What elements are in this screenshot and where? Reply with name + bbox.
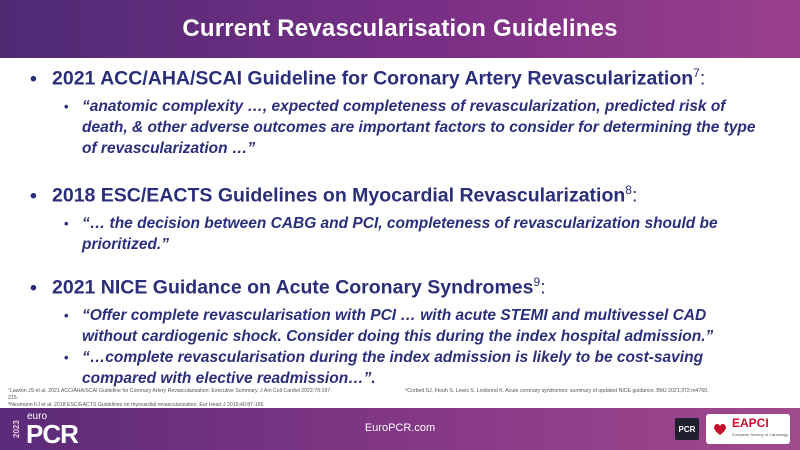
pcr-badge: PCR xyxy=(675,418,699,440)
section-1-heading: • 2021 ACC/AHA/SCAI Guideline for Coronary Artery Revascularization$^7$: xyxy=(30,66,706,90)
section-3-heading: • 2021 NICE Guidance on Acute Coronary Syndromes$^9$: xyxy=(30,275,546,299)
references-right xyxy=(405,388,785,395)
section-3-quote-1: • “Offer complete revascularisation with PCI … with acute STEMI and multivessel CAD without cardiogenic shock. Consider doing this during the index hospital admission.” xyxy=(64,305,764,347)
bullet-dot: • xyxy=(30,67,37,90)
heart-icon xyxy=(712,421,728,437)
europcr-logo: PCR xyxy=(26,419,78,449)
section-1-title: 2021 ACC/AHA/SCAI Guideline for Coronary Artery Revascularization xyxy=(52,67,694,90)
eapci-subtitle: European Society of Cardiology xyxy=(732,432,789,437)
section-2-quote: • “… the decision between CABG and PCI, completeness of revascularization should be prioritized.” xyxy=(64,213,764,255)
eapci-logo xyxy=(706,414,790,444)
logo-euro: euro xyxy=(27,411,48,422)
footer-bar xyxy=(0,408,800,450)
section-1-quote-text: “anatomic complexity …, expected completeness of revascularization, predicted risk of death, & other adverse outcomes are important factors to consider for determining the type of revascularization …” xyxy=(82,98,756,157)
page-title: Current Revascularisation Guidelines xyxy=(182,15,618,42)
section-1-quote: • “anatomic complexity …, expected completeness of revascularization, predicted risk of death, & other adverse outcomes are important factors to consider for determining the type of revascularization …” xyxy=(64,96,764,159)
section-3-quote-1-text: “Offer complete revascularisation with PCI … with acute STEMI and multivessel CAD without cardiogenic shock. Consider doing this during the index hospital admission.” xyxy=(82,307,714,345)
section-3-quote-2-text: “…complete revascularisation during the index admission is likely to be cost-saving compared with elective readmission…”. xyxy=(82,349,704,387)
reference-9: ⁹Corbett SJ, Ftouh S, Lewis S, Lovibond K. Acute coronary syndromes: summary of updated NICE guidance. BMJ 2021;372:m4760. xyxy=(405,388,709,394)
section-1-ref: 7 xyxy=(693,66,700,80)
section-3-quote-2: • “…complete revascularisation during the index admission is likely to be cost-saving compared with elective readmission…”. xyxy=(64,347,764,389)
section-2-title: 2018 ESC/EACTS Guidelines on Myocardial Revascularization xyxy=(52,184,626,207)
section-2-quote-text: “… the decision between CABG and PCI, completeness of revascularization should be prioritized.” xyxy=(82,215,718,253)
reference-7: ⁷Lawton JS et al. 2021 ACC/AHA/SCAI Guideline for Coronary Artery Revascularization: Executive Summary. J Am Coll Cardiol 2022;79:197-215. xyxy=(8,388,332,401)
bullet-dot: • xyxy=(30,276,37,299)
bullet-dot: • xyxy=(30,184,37,207)
section-3-title: 2021 NICE Guidance on Acute Coronary Syndromes xyxy=(52,276,534,299)
logo-year: 2023 xyxy=(12,420,21,438)
eapci-label: EAPCI xyxy=(732,416,769,430)
header-banner xyxy=(0,0,800,58)
section-3-ref: 9 xyxy=(533,275,541,289)
section-2-ref: 8 xyxy=(625,183,632,197)
footer-url: EuroPCR.com xyxy=(364,422,436,434)
references-left xyxy=(8,388,338,409)
section-2-heading: • 2018 ESC/EACTS Guidelines on Myocardial Revascularization$^8$: xyxy=(30,183,638,207)
reference-8: ⁸Neumann FJ et al. 2018 ESC/EACTS Guidelines on myocardial revascularization. Eur Heart J 2019;40:87-165. xyxy=(8,402,265,408)
